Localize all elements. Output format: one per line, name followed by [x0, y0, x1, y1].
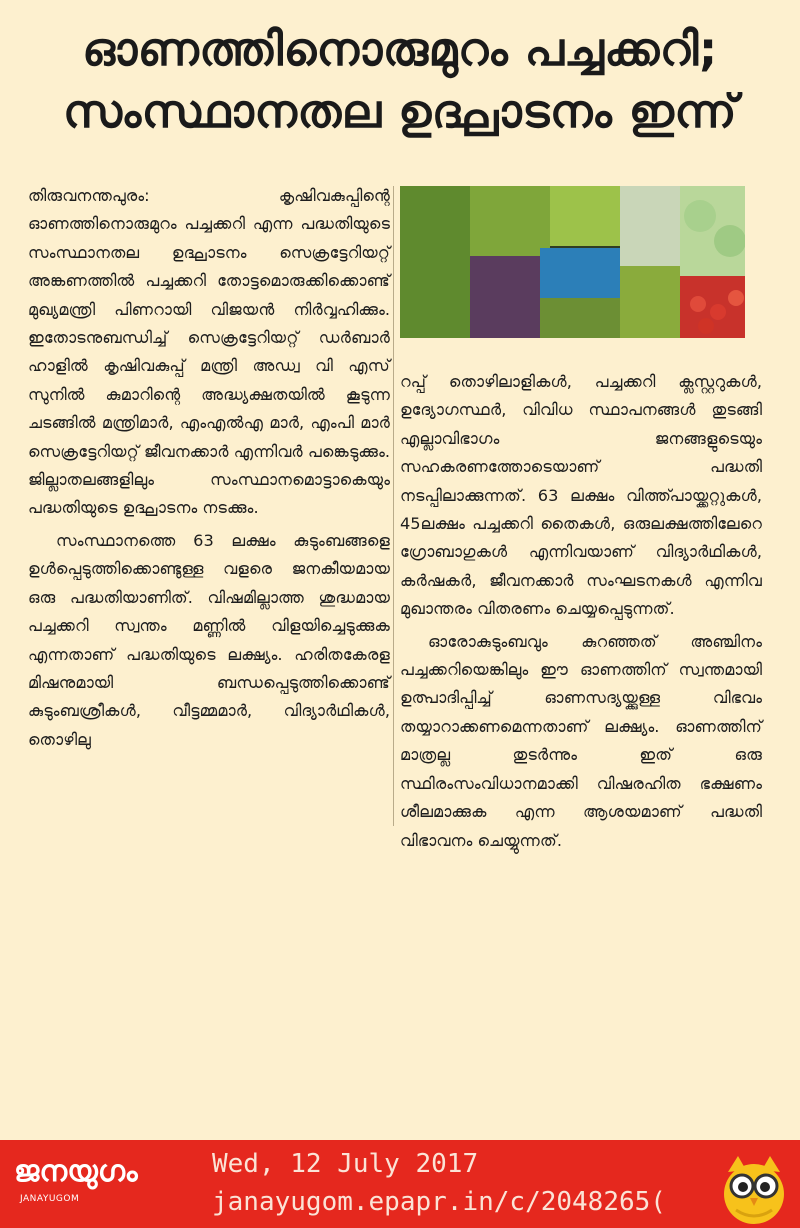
- paragraph-3: റപ്പ് തൊഴിലാളികൾ, പച്ചക്കറി ക്ലസ്റ്ററുകൾ, ഉദ്യോഗസ്ഥർ, വിവിധ സ്ഥാപനങ്ങൾ തുടങ്ങി എല്ലാവിഭാഗം ജനങ്ങളുടെയും സഹകരണത്തോടെയാണ് പദ്ധതി നടപ്പിലാക്കുന്നത്. 63 ലക്ഷം വിത്ത്പായ്ക്കറ്റുകൾ, 45ലക്ഷം പച്ചക്കറി തൈകൾ, ഒരുലക്ഷത്തിലേറെ ഗ്രോബാഗുകൾ എന്നിവയാണ് വിദ്യാർഥികൾ, കർഷകർ, ജീവനക്കാർ സംഘടനകൾ എന്നിവ മുഖാന്തരം വിതരണം ചെയ്യപ്പെടുന്നത്.: [400, 372, 762, 619]
- masthead-logo: ജനയുഗം: [14, 1154, 138, 1189]
- column-divider: [393, 186, 394, 826]
- right-column: [400, 368, 762, 855]
- headline-line-2: സംസ്ഥാനതല ഉദ്ഘാടനം ഇന്ന്: [62, 84, 738, 138]
- vegetable-market-photo: [400, 186, 745, 338]
- headline-line-1: ഓണത്തിനൊരുമുറം പച്ചക്കറി;: [82, 22, 718, 76]
- masthead-subtitle: JANAYUGOM: [20, 1194, 80, 1204]
- article-headline: [10, 18, 790, 142]
- paragraph-2: സംസ്ഥാനത്തെ 63 ലക്ഷം കുടുംബങ്ങളെ ഉൾപ്പെടുത്തിക്കൊണ്ടുള്ള വളരെ ജനകീയമായ ഒരു പദ്ധതിയാണിത്. വിഷമില്ലാത്ത ശുദ്ധമായ പച്ചക്കറി സ്വന്തം മണ്ണിൽ വിളയിച്ചെടുക്കുക എന്നതാണ് പദ്ധതിയുടെ ലക്ഷ്യം. ഹരിതകേരള മിഷനുമായി ബന്ധപ്പെടുത്തിക്കൊണ്ട് കുടുംബശ്രീകൾ, വീട്ടമ്മമാർ, വിദ്യാർഥികൾ, തൊഴിലു: [28, 530, 390, 749]
- vegetable-photo-illustration: [400, 186, 745, 338]
- paragraph-1: തിരുവനന്തപുരം: കൃഷിവകുപ്പിന്റെ ഓണത്തിനൊരുമുറം പച്ചക്കറി എന്ന പദ്ധതിയുടെ സംസ്ഥാനതല ഉദ്ഘാടനം സെക്രട്ടേറിയറ്റ് അങ്കണത്തിൽ പച്ചക്കറി തോട്ടമൊരുക്കിക്കൊണ്ട് മുഖ്യമന്ത്രി പിണറായി വിജയൻ നിർവ്വഹിക്കും. ഇതോടനുബന്ധിച്ച് സെക്രട്ടേറിയറ്റ് ഡർബാർ ഹാളിൽ കൃഷിവകുപ്പ് മന്ത്രി അഡ്വ വി എസ് സുനിൽ കുമാറിന്റെ അദ്ധ്യക്ഷതയിൽ കൂടുന്ന ചടങ്ങിൽ മന്ത്രിമാർ, എംഎൽഎ മാർ, എംപി മാർ സെക്രട്ടേറിയറ്റ് ജീവനക്കാർ എന്നിവർ പങ്കെടുക്കും. ജില്ലാതലങ്ങളിലും സംസ്ഥാനമൊട്ടാകെയും പദ്ധതിയുടെ ഉദ്ഘാടനം നടക്കും.: [28, 186, 390, 518]
- owl-mascot-icon: [718, 1150, 790, 1226]
- publication-date: Wed, 12 July 2017: [212, 1149, 479, 1179]
- epaper-url[interactable]: janayugom.epapr.in/c/2048265(: [212, 1187, 666, 1217]
- paragraph-4: ഓരോകുടുംബവും കുറഞ്ഞത് അഞ്ചിനം പച്ചക്കറിയെങ്കിലും ഈ ഓണത്തിന് സ്വന്തമായി ഉത്പാദിപ്പിച്ച് ഓണസദ്യയ്ക്കുള്ള വിഭവം തയ്യാറാക്കണമെന്നതാണ് ലക്ഷ്യം. ഓണത്തിന് മാത്രല്ല തുടർന്നും ഇത് ഒരു സ്ഥിരംസംവിധാനമാക്കി വിഷരഹിത ഭക്ഷണം ശീലമാക്കുക എന്ന ആശയമാണ് പദ്ധതി വിഭാവനം ചെയ്യുന്നത്.: [400, 631, 762, 850]
- epaper-footer: [0, 1140, 800, 1228]
- left-column: [28, 182, 390, 754]
